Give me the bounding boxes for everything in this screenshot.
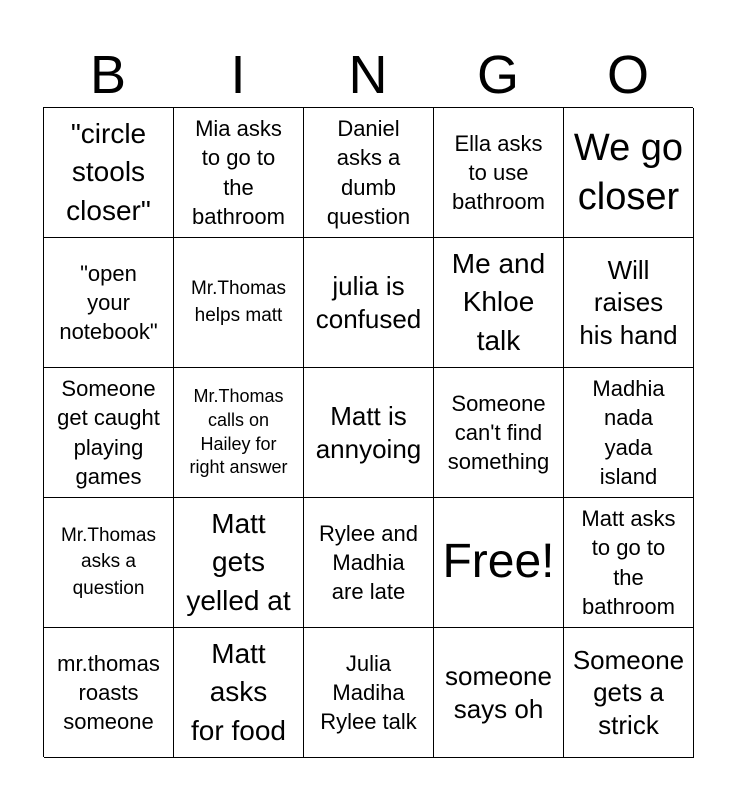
bingo-cell-r2-c1[interactable] xyxy=(44,238,174,368)
bingo-cell-r4-c1[interactable] xyxy=(44,498,174,628)
bingo-header xyxy=(43,44,693,106)
header-letter-n: N xyxy=(348,45,388,105)
bingo-cell-r1-c2[interactable] xyxy=(174,108,304,238)
cell-text: Matt asks to go to the bathroom xyxy=(581,506,676,619)
bingo-board xyxy=(43,107,693,757)
bingo-cell-r5-c3[interactable] xyxy=(304,628,434,758)
bingo-cell-r4-c5[interactable] xyxy=(564,498,694,628)
bingo-cell-free[interactable] xyxy=(434,498,564,628)
bingo-cell-r5-c5[interactable] xyxy=(564,628,694,758)
bingo-cell-r1-c5[interactable] xyxy=(564,108,694,238)
cell-text: someone says oh xyxy=(445,661,552,724)
cell-text: Someone get caught playing games xyxy=(57,376,160,489)
bingo-cell-r3-c5[interactable] xyxy=(564,368,694,498)
cell-text: Will raises his hand xyxy=(579,255,678,350)
cell-text: Me and Khloe talk xyxy=(451,247,546,356)
cell-text: Someone gets a strick xyxy=(572,645,685,740)
cell-text: We go closer xyxy=(573,127,684,218)
bingo-cell-r4-c3[interactable] xyxy=(304,498,434,628)
free-space-label: Free! xyxy=(442,535,555,589)
cell-text: mr.thomas roasts someone xyxy=(57,650,160,735)
cell-text: Mr.Thomas asks a question xyxy=(60,524,157,599)
bingo-cell-r3-c2[interactable] xyxy=(174,368,304,498)
bingo-cell-r4-c2[interactable] xyxy=(174,498,304,628)
cell-text: Julia Madiha Rylee talk xyxy=(320,650,417,735)
cell-text: "circle stools closer" xyxy=(66,117,151,226)
cell-text: "open your notebook" xyxy=(59,260,158,345)
cell-text: Rylee and Madhia are late xyxy=(318,520,419,605)
bingo-cell-r5-c4[interactable] xyxy=(434,628,564,758)
bingo-cell-r1-c3[interactable] xyxy=(304,108,434,238)
bingo-cell-r1-c1[interactable] xyxy=(44,108,174,238)
cell-text: Ella asks to use bathroom xyxy=(452,130,545,215)
bingo-cell-r5-c1[interactable] xyxy=(44,628,174,758)
header-letter-i: I xyxy=(230,45,246,105)
header-letter-o: O xyxy=(606,45,649,105)
header-letter-g: G xyxy=(476,45,519,105)
cell-text: Mr.Thomas calls on Hailey for right answer xyxy=(189,385,288,478)
bingo-cell-r2-c3[interactable] xyxy=(304,238,434,368)
cell-text: Matt gets yelled at xyxy=(186,507,291,616)
cell-text: Matt asks for food xyxy=(191,637,286,746)
bingo-cell-r3-c3[interactable] xyxy=(304,368,434,498)
header-letter-b: B xyxy=(89,45,127,105)
bingo-cell-r2-c5[interactable] xyxy=(564,238,694,368)
cell-text: Mia asks to go to the bathroom xyxy=(192,116,285,229)
bingo-cell-r3-c1[interactable] xyxy=(44,368,174,498)
bingo-cell-r5-c2[interactable] xyxy=(174,628,304,758)
cell-text: Matt is annyoing xyxy=(315,401,422,464)
cell-text: julia is confused xyxy=(315,271,422,334)
cell-text: Daniel asks a dumb question xyxy=(326,116,411,229)
bingo-cell-r3-c4[interactable] xyxy=(434,368,564,498)
bingo-cell-r2-c2[interactable] xyxy=(174,238,304,368)
cell-text: Mr.Thomas helps matt xyxy=(190,277,287,326)
bingo-cell-r2-c4[interactable] xyxy=(434,238,564,368)
cell-text: Someone can't find something xyxy=(447,390,550,475)
cell-text: Madhia nada yada island xyxy=(592,376,665,489)
bingo-cell-r1-c4[interactable] xyxy=(434,108,564,238)
